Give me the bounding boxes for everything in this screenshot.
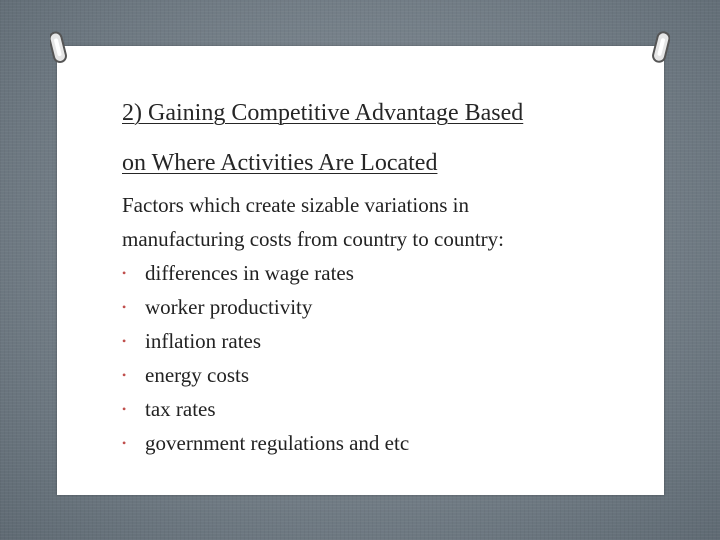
pushpin-right-icon <box>652 30 668 68</box>
list-item <box>122 290 642 324</box>
list-item-text: tax rates <box>145 397 216 421</box>
list-item <box>122 256 642 290</box>
list-item-text: government regulations and etc <box>145 431 410 455</box>
bullet-icon: • <box>122 436 127 450</box>
bullet-icon: • <box>122 266 127 280</box>
pushpin-left-icon <box>50 30 66 68</box>
factor-list <box>122 256 642 460</box>
list-item-text: energy costs <box>145 363 250 387</box>
slide-title-line-1: 2) Gaining Competitive Advantage Based <box>122 100 524 126</box>
slide-body <box>122 188 642 460</box>
bullet-icon: • <box>122 368 127 382</box>
list-item-text: differences in wage rates <box>145 261 354 285</box>
list-item <box>122 426 642 460</box>
intro-line-1: Factors which create sizable variations in <box>122 193 469 217</box>
bullet-icon: • <box>122 402 127 416</box>
list-item-text: worker productivity <box>145 295 313 319</box>
intro-line-2: manufacturing costs from country to country: <box>122 227 504 251</box>
list-item <box>122 324 642 358</box>
bullet-icon: • <box>122 300 127 314</box>
bullet-icon: • <box>122 334 127 348</box>
list-item-text: inflation rates <box>145 329 262 353</box>
list-item <box>122 392 642 426</box>
list-item <box>122 358 642 392</box>
slide-title-line-2: on Where Activities Are Located <box>122 150 438 176</box>
